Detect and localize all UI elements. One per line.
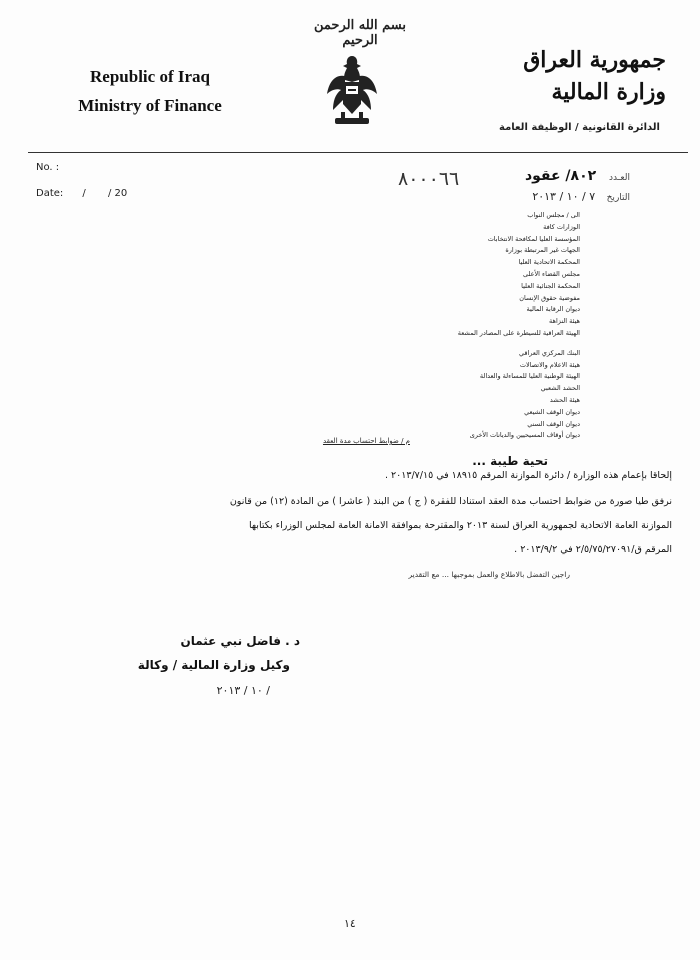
arabic-letterhead [523, 44, 666, 108]
list-item: المؤسسة العليا لمكافحة الانتخابات [487, 234, 580, 243]
list-item: الجهات غير المرتبطة بوزارة [505, 246, 580, 255]
list-item: الهيئة العراقية للسيطرة على المصادر المشعة [457, 328, 580, 337]
body-paragraph-1: إلحاقا بإعمام هذه الوزارة / دائرة الموازنة المرقم ١٨٩١٥ في ٢٠١٣/٧/١٥ . [385, 470, 672, 481]
iraq-eagle-emblem-icon [323, 52, 381, 136]
ar-department: الدائرة القانونية / الوظيفة العامة [499, 122, 660, 133]
list-item: هيئة الحشد [549, 395, 580, 404]
list-item: ديوان الوقف السني [527, 419, 580, 428]
reference-no-label: No. : [36, 162, 60, 173]
list-item: ديوان الوقف الشيعي [524, 407, 580, 416]
body-paragraph-2: نرفق طيا صورة من ضوابط احتساب مدة العقد استنادا للفقرة ( ج ) من البند ( عاشرا ) من المادة (١٢) من قانون [229, 496, 672, 507]
list-item: ديوان أوقاف المسيحيين والديانات الأخرى [469, 431, 580, 440]
ar-ministry: وزارة المالية [551, 79, 666, 105]
ar-reference-date [532, 190, 630, 203]
basmala-calligraphy: بسم الله الرحمن الرحيم [314, 18, 406, 48]
reference-date-label: Date: / / 20 [36, 188, 128, 199]
ar-reference-number [525, 168, 630, 184]
ar-number-label: العـدد [609, 173, 630, 183]
ar-number-value: ٨٠٢/ عقود [524, 168, 597, 184]
list-item: الى / مجلس النواب [527, 211, 580, 219]
signatory-name: د . فاضل نبي عثمان [180, 634, 300, 648]
list-item: مجلس القضاء الأعلى [523, 269, 580, 278]
ar-country: جمهورية العراق [523, 47, 666, 73]
list-item: البنك المركزي العراقي [518, 348, 580, 357]
recipient-list [458, 210, 580, 442]
list-item: مفوضية حقوق الإنسان [519, 293, 580, 302]
list-item: هيئة النزاهة [549, 317, 580, 326]
list-item: الحشد الشعبي [540, 384, 580, 393]
letter-greeting: تحية طيبة ... [472, 454, 548, 468]
handwritten-number: ٨٠٠٠٦٦ [398, 168, 460, 190]
signatory-title: وكيل وزارة المالية / وكالة [137, 658, 290, 672]
ar-date-label: التاريخ [606, 193, 630, 203]
signature-date: / ١٠ / ٢٠١٣ [216, 684, 270, 697]
en-country: Republic of Iraq [90, 67, 210, 86]
en-ministry: Ministry of Finance [78, 96, 222, 115]
body-paragraph-3: الموازنة العامة الاتحادية لجمهورية العراق لسنة ٢٠١٣ والمقترحة بموافقة الامانة العامة لمجلس الوزراء بكتابها [249, 520, 672, 531]
list-item: هيئة الاعلام والاتصالات [519, 360, 580, 369]
list-item: الهيئة الوطنية العليا للمساءلة والعدالة [479, 372, 580, 381]
list-item: الوزارات كافة [543, 222, 580, 231]
letter-closing: راجين التفضل بالاطلاع والعمل بموجبها ... مع التقدير [408, 570, 570, 579]
list-item: ديوان الرقابة المالية [526, 305, 580, 314]
ar-date-value: ٧ / ١٠ / ٢٠١٣ [532, 190, 596, 203]
page-number: ١٤ [344, 917, 356, 930]
english-letterhead [50, 62, 250, 120]
letter-subject: م / ضوابط احتساب مدة العقد [322, 437, 410, 445]
header-divider [28, 152, 688, 153]
list-item: المحكمة الجنائية العليا [521, 281, 580, 290]
list-item: المحكمة الاتحادية العليا [518, 258, 580, 267]
body-paragraph-4: المرقم ق/٢/٥/٧٥/٢٧٠٩١ في ٢٠١٣/٩/٢ . [514, 544, 672, 555]
